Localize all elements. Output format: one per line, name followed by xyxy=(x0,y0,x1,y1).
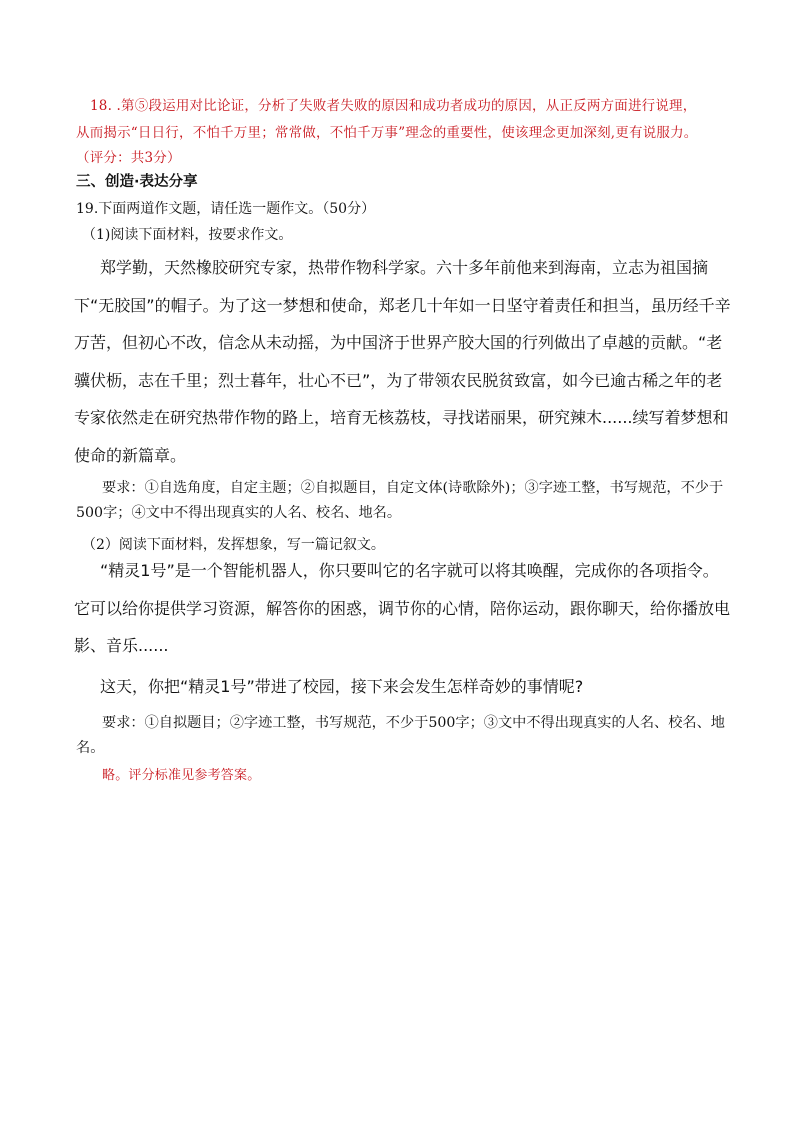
q19-prompt: 19.下面两道作文题，请任选一题作文。（50分） xyxy=(76,201,376,217)
section-heading: 三、创造·表达分享 xyxy=(76,174,198,190)
q18-answer-line2: 从而揭示“日日行，不怕千万里；常常做，不怕千万事”理念的重要性，使该理念更加深刻,更有说服力。 xyxy=(76,125,698,141)
option2-scenario: 这天，你把“精灵1号”带进了校园，接下来会发生怎样奇妙的事情呢? xyxy=(100,677,584,696)
option1-label: （1)阅读下面材料，按要求作文。 xyxy=(82,227,293,243)
answer-note: 略。评分标准见参考答案。 xyxy=(102,768,261,783)
option2-material: “精灵1号”是一个智能机器人，你只要叫它的名字就可以将其唤醒，完成你的各项指令。它可以给你提供学习资源，解答你的困惑，调节你的心情，陪你运动，跟你聊天，给你播放电影、音乐...... xyxy=(74,561,731,655)
option2-requirement: 要求：①自拟题目；②字迹工整，书写规范，不少于500字；③文中不得出现真实的人名、校名、地名。 xyxy=(76,715,725,756)
q18-score-note: （评分：共3分） xyxy=(76,150,181,166)
option1-requirement: 要求：①自选角度，自定主题；②自拟题目，自定文体(诗歌除外)；③字迹工整，书写规范，不少于500字；④文中不得出现真实的人名、校名、地名。 xyxy=(76,480,724,521)
option1-material: 郑学勤，天然橡胶研究专家，热带作物科学家。六十多年前他来到海南，立志为祖国摘下“无胶国”的帽子。为了这一梦想和使命，郑老几十年如一日坚守着责任和担当，虽历经千辛万苦，但初心不改，信念从未动摇，为中国济于世界产胶大国的行列做出了卓越的贡献。“老骥伏枥，志在千里；烈士暮年，壮心不已”，为了带领农民脱贫致富，如今已逾古稀之年的老专家依然走在研究热带作物的路上，培育无核荔枝，寻找诺丽果，研究辣木......续写着梦想和使命的新篇章。 xyxy=(74,258,731,465)
option2-label: （2）阅读下面材料，发挥想象，写一篇记叙文。 xyxy=(82,537,385,553)
q18-answer-line1: 18. .第⑤段运用对比论证，分析了失败者失败的原因和成功者成功的原因，从正反两方面进行说理， xyxy=(90,98,697,114)
